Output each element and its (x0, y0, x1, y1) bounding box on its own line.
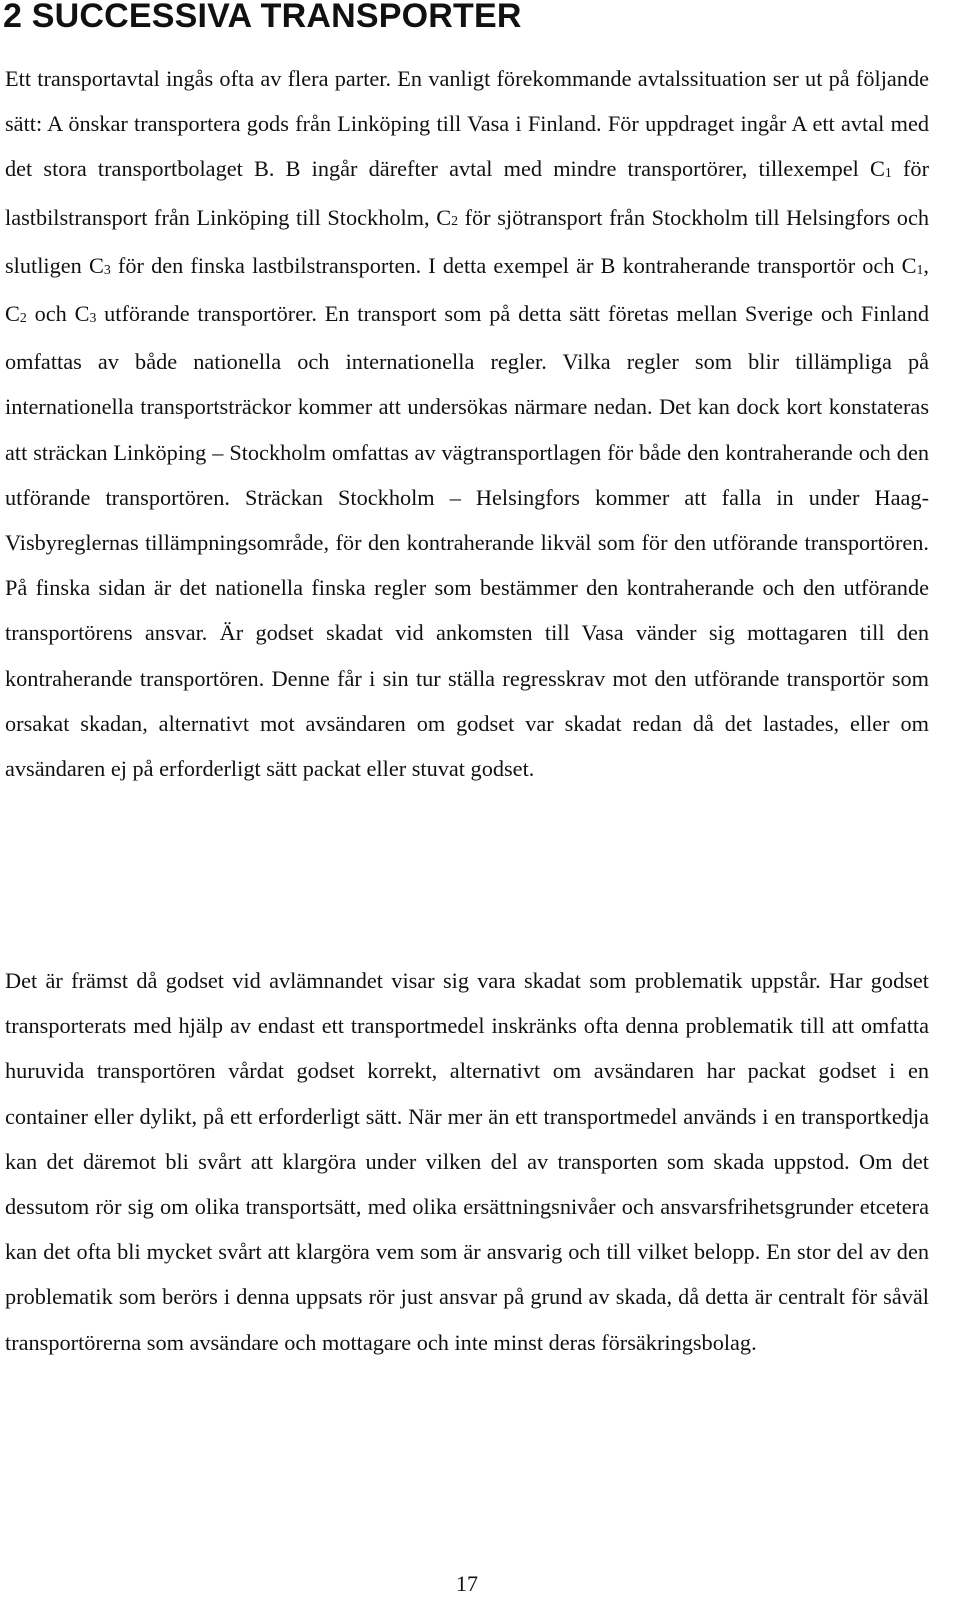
paragraph-1-text-d: för den finska lastbilstransporten. I detta exempel är B kontraherande transportör och (110, 252, 902, 278)
paragraph-1 (5, 56, 929, 791)
paragraph-1-text-a: Ett transportavtal ingås ofta av flera parter. En vanligt förekommande avtalssituation ser ut på följande sätt: A önskar transportera gods från Linköping till Vasa i Finland. För uppdraget ingår A ett avtal med det stora transportbolaget B. B ingår därefter avtal med mindre transportörer, tillexempel (5, 66, 929, 182)
paragraph-1-text-c: för sjötransport från Stockholm till Helsingfors och slutligen (5, 204, 929, 278)
page-number: 17 (456, 1571, 478, 1596)
carrier-c1: C1 (901, 252, 924, 278)
paragraph-1-separator: , (923, 252, 929, 278)
carrier-c3: C3 (88, 252, 111, 278)
paragraph-1-conjunction: och (26, 301, 75, 327)
paragraph-1-text-e: utförande transportörer. En transport som på detta sätt företas mellan Sverige och Finland omfattas av både nationella och internationella regler. Vilka regler som blir tillämpliga på internationella transportsträckor kommer att undersökas närmare nedan. Det kan dock kort konstateras att sträckan Linköping – Stockholm omfattas av vägtransportlagen för både den kontraherande och den utförande transportören. Sträckan Stockholm – Helsingfors kommer att falla in under Haag-Visbyreglernas tillämpningsområde, för den kontraherande likväl som för den utförande transportören. På finska sidan är det nationella finska regler som bestämmer den kontraherande och den utförande transportörens ansvar. Är godset skadat vid ankomsten till Vasa vänder sig mottagaren till den kontraherande transportören. Denne får i sin tur ställa regresskrav mot den utförande transportör som orsakat skadan, alternativt mot avsändaren om godset var skadat redan då det lastades, eller om avsändaren ej på erforderligt sätt packat eller stuvat godset. (5, 301, 929, 782)
carrier-c2: C2 (5, 301, 27, 327)
carrier-c1: C1 (870, 156, 892, 182)
paragraph-2: Det är främst då godset vid avlämnandet visar sig vara skadat som problematik uppstår. Har godset transporterats med hjälp av endast ett transportmedel inskränks ofta denna problematik till att omfatta huruvida transportören vårdat godset korrekt, alternativt om avsändaren har packat godset i en container eller dylikt, på ett erforderligt sätt. När mer än ett transportmedel används i en transportkedja kan det däremot bli svårt att klargöra under vilken del av transporten som skada uppstod. Om det dessutom rör sig om olika transportsätt, med olika ersättningsnivåer och ansvarsfrihetsgrunder etcetera kan det ofta bli mycket svårt att klargöra vem som är ansvarig och till vilket belopp. En stor del av den problematik som berörs i denna uppsats rör just ansvar på grund av skada, då detta är centralt för såväl transportörerna som avsändare och mottagare och inte minst deras försäkringsbolag. (5, 968, 929, 1355)
paragraph-1-text-b: för lastbilstransport från Linköping till Stockholm, (5, 156, 930, 230)
carrier-c2: C2 (436, 204, 458, 230)
section-heading: 2 SUCCESSIVA TRANSPORTER (3, 0, 522, 35)
carrier-c3: C3 (74, 301, 97, 327)
